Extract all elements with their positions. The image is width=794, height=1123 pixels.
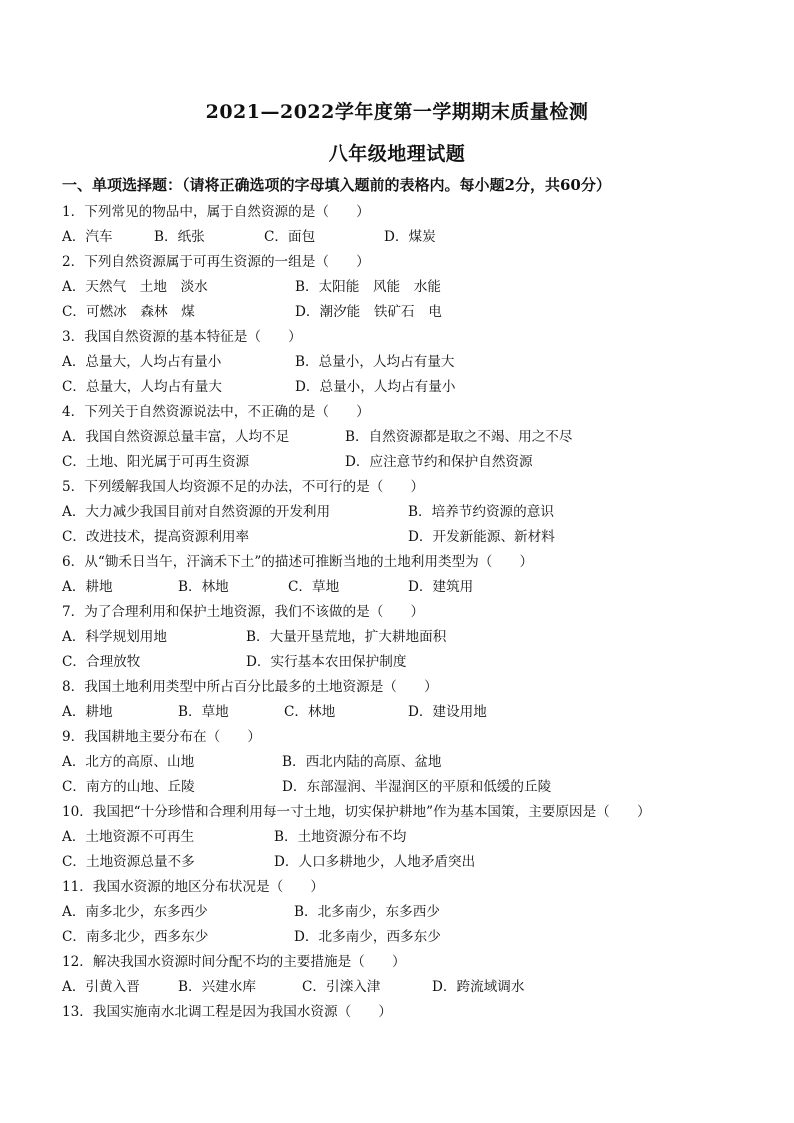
question-stem: 2．下列自然资源属于可再生资源的一组是（ ） xyxy=(62,254,370,270)
option-a: A．汽车 xyxy=(62,229,113,245)
question-stem: 8．我国土地利用类型中所占百分比最多的土地资源是（ ） xyxy=(62,679,438,695)
option-b: B．北多南少，东多西少 xyxy=(294,904,440,920)
option-row xyxy=(62,450,742,475)
option-b: B．西北内陆的高原、盆地 xyxy=(282,754,442,770)
option-b: B．大量开垦荒地，扩大耕地面积 xyxy=(246,629,447,645)
option-b: B．自然资源都是取之不竭、用之不尽 xyxy=(345,429,573,445)
option-row xyxy=(62,425,742,450)
option-row xyxy=(62,750,742,775)
question-stem: 6．从“锄禾日当午，汗滴禾下土”的描述可推断当地的土地利用类型为（ ） xyxy=(62,554,534,570)
option-row xyxy=(62,650,742,675)
option-a: A．科学规划用地 xyxy=(62,629,167,645)
option-c: C．南方的山地、丘陵 xyxy=(62,779,195,795)
option-a: A．引黄入晋 xyxy=(62,979,140,995)
option-row xyxy=(62,500,742,525)
option-c: C．合理放牧 xyxy=(62,654,141,670)
option-row xyxy=(62,575,742,600)
question-stem: 4．下列关于自然资源说法中，不正确的是（ ） xyxy=(62,404,370,420)
option-b: B．兴建水库 xyxy=(178,979,256,995)
question-stem: 13．我国实施南水北调工程是因为我国水资源（ ） xyxy=(62,1004,392,1020)
option-c: C．改进技术，提高资源利用率 xyxy=(62,529,250,545)
question-stem: 12．解决我国水资源时间分配不均的主要措施是（ ） xyxy=(62,954,406,970)
option-d: D．应注意节约和保护自然资源 xyxy=(345,454,533,470)
option-c: C．林地 xyxy=(284,704,336,720)
option-a: A．我国自然资源总量丰富，人均不足 xyxy=(62,429,290,445)
option-row xyxy=(62,925,742,950)
option-row xyxy=(62,700,742,725)
question-stem: 7．为了合理利用和保护土地资源，我们不该做的是（ ） xyxy=(62,604,425,620)
option-row xyxy=(62,525,742,550)
option-d: D．北多南少，西多东少 xyxy=(294,929,441,945)
option-row xyxy=(62,825,742,850)
option-a: A．南多北少，东多西少 xyxy=(62,904,208,920)
option-c: C．可燃冰 森林 煤 xyxy=(62,304,195,320)
question-stem: 11．我国水资源的地区分布状况是（ ） xyxy=(62,879,324,895)
option-b: B．培养节约资源的意识 xyxy=(408,504,554,520)
option-c: C．引滦入津 xyxy=(302,979,381,995)
option-d: D．潮汐能 铁矿石 电 xyxy=(295,304,442,320)
option-b: B．土地资源分布不均 xyxy=(274,829,407,845)
option-d: D．实行基本农田保护制度 xyxy=(246,654,407,670)
option-b: B．太阳能 风能 水能 xyxy=(295,279,441,295)
option-d: D．东部湿润、半湿润区的平原和低缓的丘陵 xyxy=(282,779,552,795)
option-a: A．大力减少我国目前对自然资源的开发利用 xyxy=(62,504,331,520)
option-c: C．草地 xyxy=(288,579,340,595)
option-c: C．南多北少，西多东少 xyxy=(62,929,209,945)
option-d: D．人口多耕地少，人地矛盾突出 xyxy=(274,854,476,870)
option-d: D．总量小，人均占有量小 xyxy=(295,379,456,395)
option-row xyxy=(62,900,742,925)
option-c: C．土地资源总量不多 xyxy=(62,854,195,870)
option-row xyxy=(62,350,742,375)
option-d: D．跨流域调水 xyxy=(432,979,525,995)
option-d: D．开发新能源、新材料 xyxy=(408,529,555,545)
section-heading: 一、单项选择题：（请将正确选项的字母填入题前的表格内。每小题2分，共60分） xyxy=(62,176,611,194)
option-d: D．建设用地 xyxy=(408,704,487,720)
question-stem: 1．下列常见的物品中，属于自然资源的是（ ） xyxy=(62,204,370,220)
option-b: B．纸张 xyxy=(154,229,205,245)
exam-subtitle: 八年级地理试题 xyxy=(328,143,466,165)
option-row xyxy=(62,850,742,875)
question-stem: 3．我国自然资源的基本特征是（ ） xyxy=(62,329,302,345)
option-b: B．林地 xyxy=(178,579,229,595)
option-row xyxy=(62,375,742,400)
option-a: A．天然气 土地 淡水 xyxy=(62,279,208,295)
option-b: B．总量小，人均占有量大 xyxy=(295,354,455,370)
option-a: A．土地资源不可再生 xyxy=(62,829,195,845)
option-row xyxy=(62,225,742,250)
option-a: A．耕地 xyxy=(62,579,113,595)
question-stem: 10．我国把“十分珍惜和合理利用每一寸土地，切实保护耕地”作为基本国策，主要原因是（ ） xyxy=(62,804,651,820)
option-c: C．总量大，人均占有量大 xyxy=(62,379,222,395)
option-row xyxy=(62,300,742,325)
option-row xyxy=(62,975,742,1000)
option-row xyxy=(62,275,742,300)
option-d: D．煤炭 xyxy=(384,229,436,245)
question-list xyxy=(62,200,742,1025)
option-a: A．北方的高原、山地 xyxy=(62,754,195,770)
option-row xyxy=(62,625,742,650)
option-a: A．耕地 xyxy=(62,704,113,720)
option-b: B．草地 xyxy=(178,704,229,720)
option-row xyxy=(62,775,742,800)
exam-title: 2021—2022学年度第一学期期末质量检测 xyxy=(205,101,589,123)
option-d: D．建筑用 xyxy=(408,579,474,595)
option-c: C．土地、阳光属于可再生资源 xyxy=(62,454,250,470)
option-a: A．总量大，人均占有量小 xyxy=(62,354,222,370)
option-c: C．面包 xyxy=(264,229,316,245)
question-stem: 9．我国耕地主要分布在（ ） xyxy=(62,729,261,745)
question-stem: 5．下列缓解我国人均资源不足的办法，不可行的是（ ） xyxy=(62,479,425,495)
